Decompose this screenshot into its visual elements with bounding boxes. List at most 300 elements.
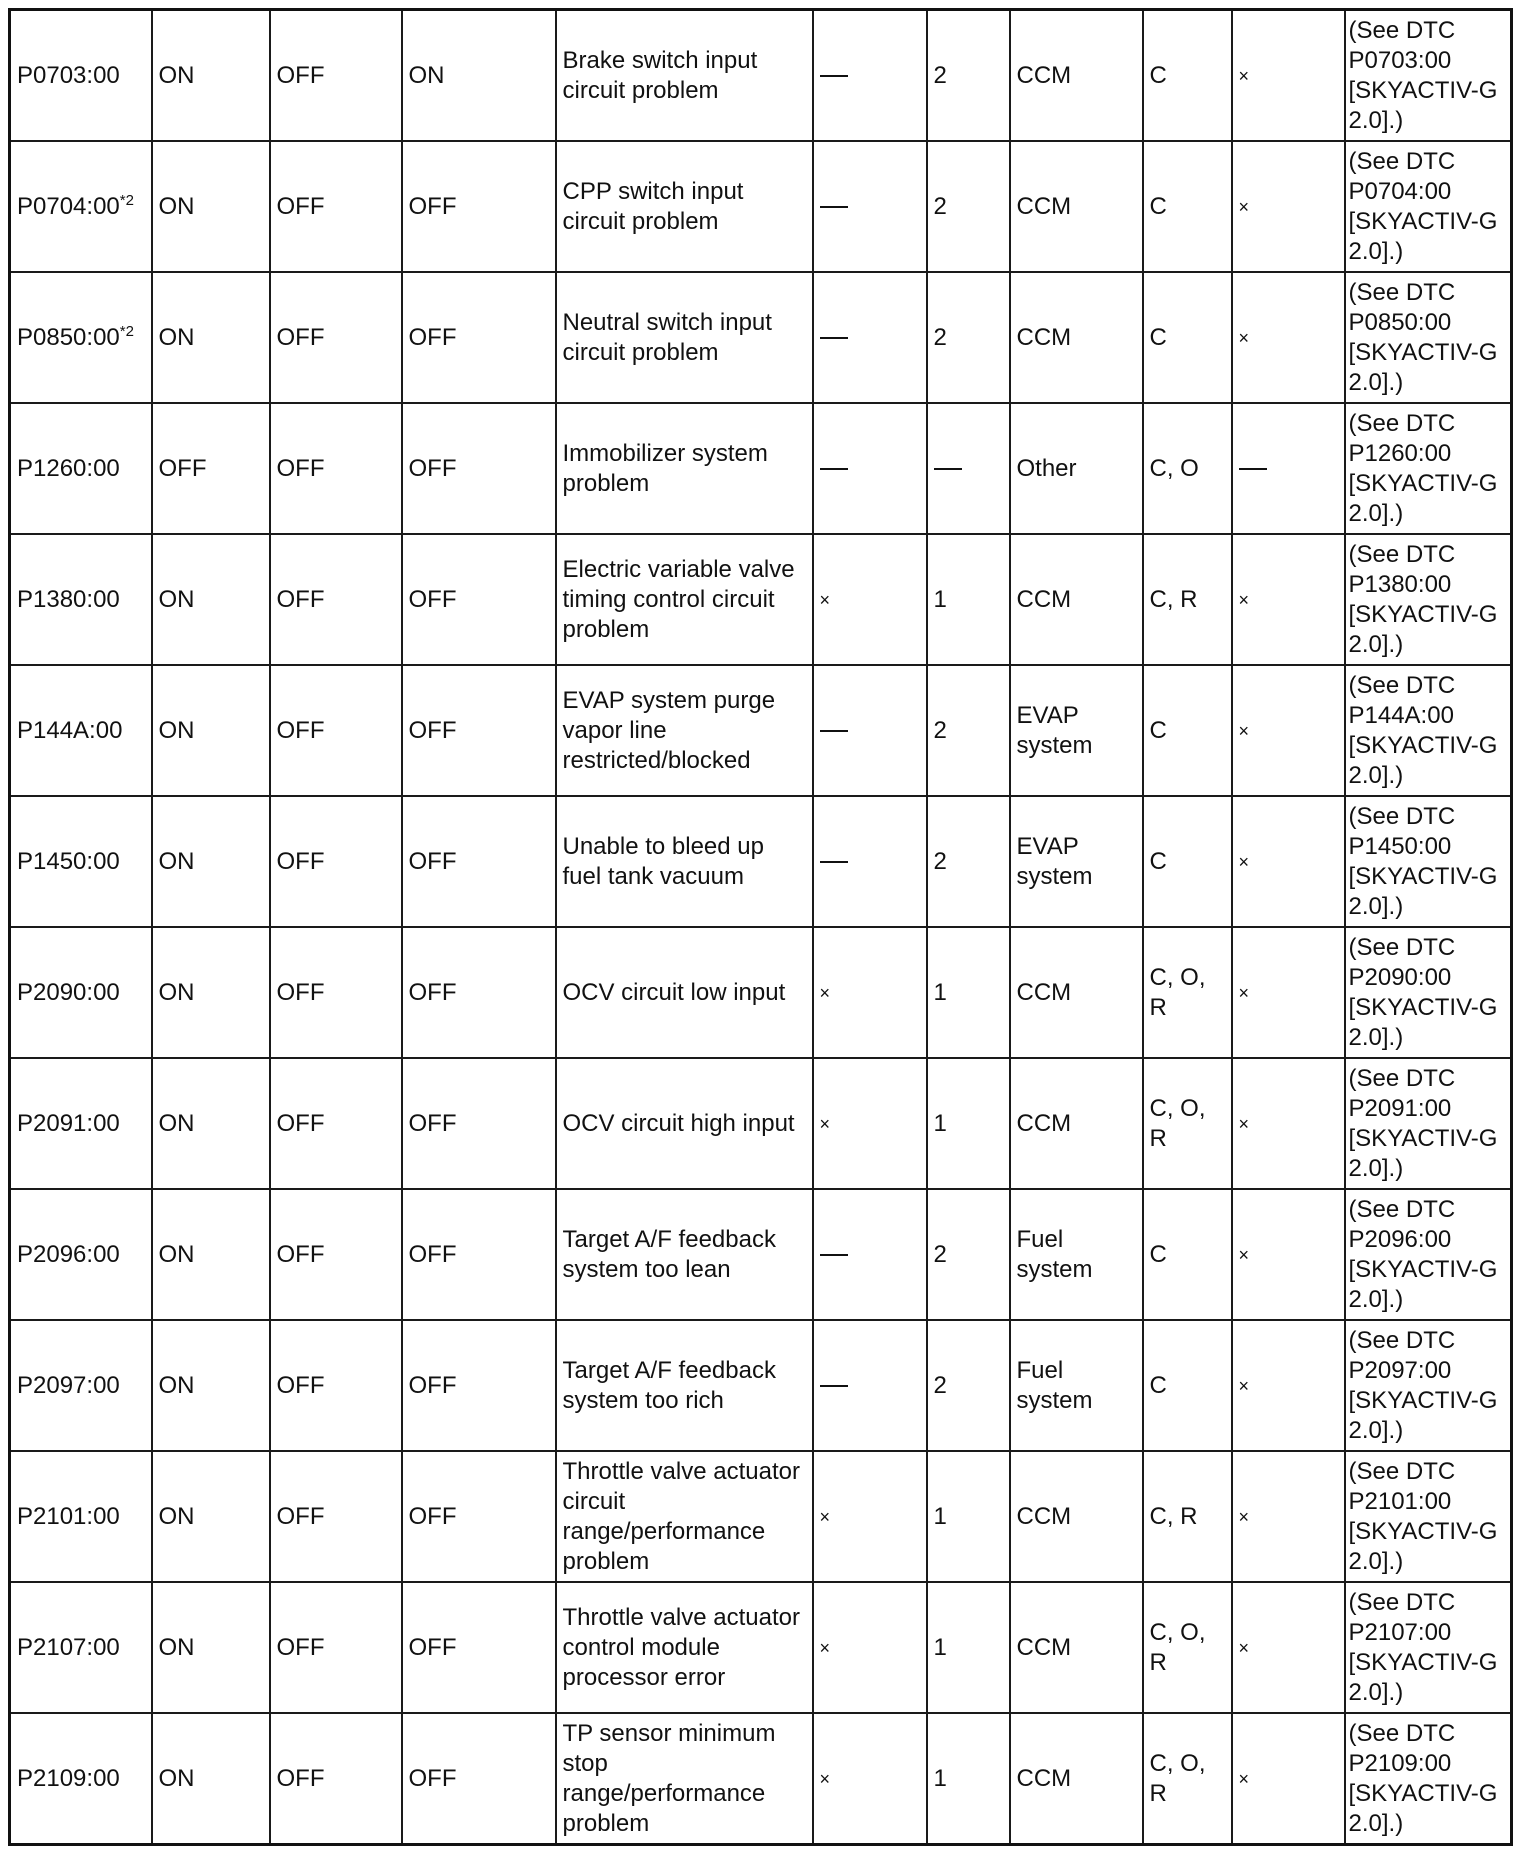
mil-cell [152, 403, 270, 534]
memory-function-text: OFF [408, 1502, 457, 1530]
monitor-item-text: CCM [1016, 1502, 1072, 1530]
footnote-marker: *2 [119, 322, 134, 340]
dtc-sensitive-cell [1232, 1320, 1345, 1451]
self-test-type-text: C [1149, 847, 1167, 875]
monitor-item-cell [1010, 665, 1143, 796]
cross-mark: × [1238, 65, 1250, 86]
cross-mark: × [1238, 1244, 1250, 1265]
dtc-sensitive-cell [1232, 927, 1345, 1058]
detection-condition-cell [556, 1189, 813, 1320]
detection-condition-cell [556, 1058, 813, 1189]
dtc-code-text: P0704:00 [17, 192, 120, 220]
memory-function-cell [402, 534, 556, 665]
detection-condition-text: Neutral switch input circuit problem [562, 308, 772, 366]
table-row [10, 927, 1512, 1058]
memory-function-text: ON [408, 61, 445, 89]
self-test-type-cell [1143, 1713, 1232, 1845]
dtc-code-text: P2090:00 [17, 978, 120, 1006]
monitor-item-text: CCM [1016, 978, 1072, 1006]
self-test-type-cell [1143, 796, 1232, 927]
cross-mark: × [819, 1506, 831, 1527]
reference-text: (See DTC P2091:00 [SKYACTIV-G 2.0].) [1348, 1064, 1498, 1182]
table-row [10, 10, 1512, 142]
reference-text: (See DTC P2107:00 [SKYACTIV-G 2.0].) [1348, 1588, 1498, 1706]
detection-condition-cell [556, 10, 813, 142]
monitor-item-text: EVAP system [1016, 701, 1093, 759]
mil-text: ON [158, 1371, 195, 1399]
monitor-item-cell [1010, 1582, 1143, 1713]
dtc-code-cell [10, 272, 152, 403]
dash-mark [820, 730, 848, 732]
self-test-type-text: C [1149, 1371, 1167, 1399]
monitor-item-cell [1010, 927, 1143, 1058]
generator-light-text: OFF [276, 1502, 325, 1530]
mil-text: ON [158, 1764, 195, 1792]
fail-safe-cell [813, 534, 927, 665]
cross-mark: × [1238, 327, 1250, 348]
generator-light-cell [270, 272, 402, 403]
drive-cycle-cell [927, 665, 1010, 796]
memory-function-cell [402, 1058, 556, 1189]
self-test-type-text: C [1149, 716, 1167, 744]
detection-condition-cell [556, 272, 813, 403]
mil-text: ON [158, 585, 195, 613]
self-test-type-text: C [1149, 323, 1167, 351]
cross-mark: × [1238, 851, 1250, 872]
table-row [10, 1320, 1512, 1451]
monitor-item-cell [1010, 1189, 1143, 1320]
dtc-code-text: P1380:00 [17, 585, 120, 613]
memory-function-text: OFF [408, 323, 457, 351]
reference-text: (See DTC P1450:00 [SKYACTIV-G 2.0].) [1348, 802, 1498, 920]
generator-light-cell [270, 1713, 402, 1845]
reference-cell [1345, 1320, 1512, 1451]
generator-light-text: OFF [276, 1240, 325, 1268]
monitor-item-text: Fuel system [1016, 1225, 1093, 1283]
cross-mark: × [819, 589, 831, 610]
mil-text: ON [158, 1633, 195, 1661]
mil-cell [152, 1582, 270, 1713]
reference-cell [1345, 272, 1512, 403]
generator-light-cell [270, 1058, 402, 1189]
detection-condition-cell [556, 1451, 813, 1582]
memory-function-text: OFF [408, 454, 457, 482]
reference-text: (See DTC P2101:00 [SKYACTIV-G 2.0].) [1348, 1457, 1498, 1575]
dash-mark [820, 861, 848, 863]
generator-light-cell [270, 141, 402, 272]
self-test-type-cell [1143, 272, 1232, 403]
generator-light-text: OFF [276, 1633, 325, 1661]
mil-text: ON [158, 323, 195, 351]
dtc-sensitive-cell [1232, 10, 1345, 142]
self-test-type-cell [1143, 927, 1232, 1058]
reference-text: (See DTC P1260:00 [SKYACTIV-G 2.0].) [1348, 409, 1498, 527]
generator-light-text: OFF [276, 454, 325, 482]
memory-function-text: OFF [408, 978, 457, 1006]
mil-cell [152, 1713, 270, 1845]
mil-cell [152, 141, 270, 272]
dtc-code-cell [10, 10, 152, 142]
fail-safe-cell [813, 665, 927, 796]
detection-condition-text: Unable to bleed up fuel tank vacuum [562, 832, 764, 890]
drive-cycle-cell [927, 796, 1010, 927]
memory-function-text: OFF [408, 192, 457, 220]
fail-safe-cell [813, 1582, 927, 1713]
dtc-code-cell [10, 1320, 152, 1451]
dash-mark [820, 468, 848, 470]
dtc-code-cell [10, 1582, 152, 1713]
generator-light-cell [270, 927, 402, 1058]
generator-light-text: OFF [276, 716, 325, 744]
drive-cycle-cell [927, 1189, 1010, 1320]
dtc-code-cell [10, 1451, 152, 1582]
drive-cycle-text: 2 [933, 61, 947, 89]
dtc-code-text: P2091:00 [17, 1109, 120, 1137]
fail-safe-cell [813, 141, 927, 272]
fail-safe-cell [813, 1713, 927, 1845]
generator-light-cell [270, 1189, 402, 1320]
generator-light-cell [270, 1320, 402, 1451]
dtc-table [8, 8, 1513, 1846]
cross-mark: × [1238, 982, 1250, 1003]
detection-condition-text: TP sensor minimum stop range/performance problem [562, 1719, 776, 1837]
self-test-type-text: C [1149, 61, 1167, 89]
cross-mark: × [1238, 1506, 1250, 1527]
cross-mark: × [819, 1637, 831, 1658]
dtc-code-cell [10, 534, 152, 665]
monitor-item-text: CCM [1016, 1633, 1072, 1661]
reference-text: (See DTC P0703:00 [SKYACTIV-G 2.0].) [1348, 16, 1498, 134]
reference-cell [1345, 10, 1512, 142]
monitor-item-text: Fuel system [1016, 1356, 1093, 1414]
footnote-marker: *2 [119, 191, 134, 209]
drive-cycle-text: 2 [933, 1240, 947, 1268]
memory-function-text: OFF [408, 847, 457, 875]
mil-text: ON [158, 61, 195, 89]
mil-text: ON [158, 192, 195, 220]
detection-condition-cell [556, 534, 813, 665]
drive-cycle-cell [927, 272, 1010, 403]
dtc-sensitive-cell [1232, 272, 1345, 403]
drive-cycle-cell [927, 1582, 1010, 1713]
monitor-item-text: CCM [1016, 1109, 1072, 1137]
generator-light-cell [270, 796, 402, 927]
cross-mark: × [819, 1768, 831, 1789]
mil-text: ON [158, 1109, 195, 1137]
reference-cell [1345, 1582, 1512, 1713]
dash-mark [934, 468, 962, 470]
dtc-sensitive-cell [1232, 403, 1345, 534]
dtc-code-text: P2107:00 [17, 1633, 120, 1661]
fail-safe-cell [813, 1189, 927, 1320]
reference-cell [1345, 403, 1512, 534]
detection-condition-text: Target A/F feedback system too lean [562, 1225, 776, 1283]
detection-condition-cell [556, 141, 813, 272]
memory-function-cell [402, 141, 556, 272]
detection-condition-cell [556, 403, 813, 534]
reference-text: (See DTC P2090:00 [SKYACTIV-G 2.0].) [1348, 933, 1498, 1051]
generator-light-text: OFF [276, 1371, 325, 1399]
mil-text: ON [158, 847, 195, 875]
self-test-type-cell [1143, 141, 1232, 272]
dash-mark [820, 1254, 848, 1256]
monitor-item-cell [1010, 403, 1143, 534]
reference-text: (See DTC P2096:00 [SKYACTIV-G 2.0].) [1348, 1195, 1498, 1313]
reference-cell [1345, 1451, 1512, 1582]
generator-light-cell [270, 1582, 402, 1713]
table-row [10, 272, 1512, 403]
table-row [10, 534, 1512, 665]
monitor-item-cell [1010, 1713, 1143, 1845]
cross-mark: × [819, 1113, 831, 1134]
self-test-type-cell [1143, 403, 1232, 534]
mil-cell [152, 10, 270, 142]
cross-mark: × [1238, 1375, 1250, 1396]
reference-text: (See DTC P2109:00 [SKYACTIV-G 2.0].) [1348, 1719, 1498, 1837]
reference-cell [1345, 534, 1512, 665]
memory-function-text: OFF [408, 1371, 457, 1399]
detection-condition-text: Throttle valve actuator control module processor error [562, 1603, 800, 1691]
dtc-code-text: P1450:00 [17, 847, 120, 875]
self-test-type-cell [1143, 1058, 1232, 1189]
dtc-code-cell [10, 927, 152, 1058]
self-test-type-text: C, O, R [1149, 1749, 1206, 1807]
dtc-sensitive-cell [1232, 141, 1345, 272]
drive-cycle-text: 2 [933, 716, 947, 744]
detection-condition-cell [556, 1713, 813, 1845]
memory-function-text: OFF [408, 1633, 457, 1661]
monitor-item-text: CCM [1016, 1764, 1072, 1792]
detection-condition-text: CPP switch input circuit problem [562, 177, 744, 235]
drive-cycle-text: 2 [933, 847, 947, 875]
cross-mark: × [1238, 1113, 1250, 1134]
detection-condition-text: Throttle valve actuator circuit range/performance problem [562, 1457, 800, 1575]
mil-cell [152, 1320, 270, 1451]
memory-function-text: OFF [408, 585, 457, 613]
generator-light-text: OFF [276, 192, 325, 220]
dtc-code-text: P0850:00 [17, 323, 120, 351]
memory-function-cell [402, 1451, 556, 1582]
cross-mark: × [1238, 589, 1250, 610]
detection-condition-text: EVAP system purge vapor line restricted/blocked [562, 686, 776, 774]
generator-light-text: OFF [276, 1764, 325, 1792]
mil-text: ON [158, 978, 195, 1006]
cross-mark: × [1238, 1637, 1250, 1658]
drive-cycle-cell [927, 534, 1010, 665]
memory-function-cell [402, 10, 556, 142]
monitor-item-cell [1010, 272, 1143, 403]
dtc-code-text: P1260:00 [17, 454, 120, 482]
dtc-code-cell [10, 665, 152, 796]
drive-cycle-text: 1 [933, 1633, 947, 1661]
fail-safe-cell [813, 1320, 927, 1451]
table-row [10, 1451, 1512, 1582]
generator-light-text: OFF [276, 61, 325, 89]
fail-safe-cell [813, 927, 927, 1058]
cross-mark: × [1238, 1768, 1250, 1789]
self-test-type-text: C, O, R [1149, 1094, 1206, 1152]
dtc-sensitive-cell [1232, 665, 1345, 796]
reference-cell [1345, 1713, 1512, 1845]
drive-cycle-text: 1 [933, 1502, 947, 1530]
reference-cell [1345, 1058, 1512, 1189]
self-test-type-text: C, O [1149, 454, 1199, 482]
monitor-item-cell [1010, 141, 1143, 272]
drive-cycle-cell [927, 1713, 1010, 1845]
memory-function-text: OFF [408, 1109, 457, 1137]
generator-light-text: OFF [276, 585, 325, 613]
self-test-type-text: C [1149, 1240, 1167, 1268]
mil-text: ON [158, 1502, 195, 1530]
memory-function-text: OFF [408, 1764, 457, 1792]
mil-cell [152, 796, 270, 927]
generator-light-text: OFF [276, 978, 325, 1006]
dash-mark [820, 75, 848, 77]
fail-safe-cell [813, 272, 927, 403]
fail-safe-cell [813, 1058, 927, 1189]
monitor-item-cell [1010, 534, 1143, 665]
drive-cycle-cell [927, 403, 1010, 534]
mil-cell [152, 1058, 270, 1189]
generator-light-cell [270, 534, 402, 665]
drive-cycle-text: 2 [933, 323, 947, 351]
memory-function-cell [402, 1189, 556, 1320]
detection-condition-text: Target A/F feedback system too rich [562, 1356, 776, 1414]
drive-cycle-text: 1 [933, 1764, 947, 1792]
cross-mark: × [819, 982, 831, 1003]
table-row [10, 141, 1512, 272]
reference-text: (See DTC P0850:00 [SKYACTIV-G 2.0].) [1348, 278, 1498, 396]
monitor-item-cell [1010, 1320, 1143, 1451]
self-test-type-cell [1143, 10, 1232, 142]
dtc-code-text: P2096:00 [17, 1240, 120, 1268]
reference-cell [1345, 1189, 1512, 1320]
dtc-code-cell [10, 1058, 152, 1189]
dtc-table-body [10, 10, 1512, 1845]
drive-cycle-cell [927, 927, 1010, 1058]
reference-cell [1345, 141, 1512, 272]
reference-text: (See DTC P2097:00 [SKYACTIV-G 2.0].) [1348, 1326, 1498, 1444]
self-test-type-cell [1143, 1582, 1232, 1713]
table-row [10, 403, 1512, 534]
table-row [10, 1189, 1512, 1320]
drive-cycle-text: 2 [933, 1371, 947, 1399]
memory-function-text: OFF [408, 1240, 457, 1268]
dash-mark [820, 206, 848, 208]
monitor-item-text: CCM [1016, 192, 1072, 220]
reference-cell [1345, 665, 1512, 796]
dash-mark [820, 1385, 848, 1387]
self-test-type-text: C, R [1149, 1502, 1198, 1530]
mil-cell [152, 1451, 270, 1582]
drive-cycle-cell [927, 141, 1010, 272]
dtc-sensitive-cell [1232, 796, 1345, 927]
dtc-sensitive-cell [1232, 534, 1345, 665]
self-test-type-cell [1143, 534, 1232, 665]
mil-cell [152, 1189, 270, 1320]
memory-function-cell [402, 403, 556, 534]
reference-text: (See DTC P1380:00 [SKYACTIV-G 2.0].) [1348, 540, 1498, 658]
fail-safe-cell [813, 10, 927, 142]
generator-light-text: OFF [276, 847, 325, 875]
monitor-item-cell [1010, 1058, 1143, 1189]
memory-function-text: OFF [408, 716, 457, 744]
mil-text: OFF [158, 454, 207, 482]
generator-light-text: OFF [276, 323, 325, 351]
detection-condition-cell [556, 665, 813, 796]
dtc-sensitive-cell [1232, 1058, 1345, 1189]
self-test-type-cell [1143, 1320, 1232, 1451]
monitor-item-text: Other [1016, 454, 1077, 482]
mil-text: ON [158, 1240, 195, 1268]
dtc-code-cell [10, 403, 152, 534]
dtc-code-text: P144A:00 [17, 716, 123, 744]
monitor-item-text: CCM [1016, 61, 1072, 89]
drive-cycle-text: 1 [933, 978, 947, 1006]
fail-safe-cell [813, 796, 927, 927]
memory-function-cell [402, 1713, 556, 1845]
memory-function-cell [402, 796, 556, 927]
mil-cell [152, 927, 270, 1058]
detection-condition-text: Brake switch input circuit problem [562, 46, 758, 104]
mil-cell [152, 534, 270, 665]
dtc-sensitive-cell [1232, 1189, 1345, 1320]
memory-function-cell [402, 1582, 556, 1713]
detection-condition-text: OCV circuit high input [562, 1109, 795, 1137]
drive-cycle-text: 1 [933, 585, 947, 613]
dtc-sensitive-cell [1232, 1713, 1345, 1845]
drive-cycle-cell [927, 1320, 1010, 1451]
generator-light-cell [270, 403, 402, 534]
self-test-type-cell [1143, 1451, 1232, 1582]
monitor-item-text: CCM [1016, 585, 1072, 613]
table-row [10, 1713, 1512, 1845]
mil-text: ON [158, 716, 195, 744]
monitor-item-text: CCM [1016, 323, 1072, 351]
self-test-type-text: C, R [1149, 585, 1198, 613]
dtc-code-cell [10, 796, 152, 927]
monitor-item-cell [1010, 1451, 1143, 1582]
memory-function-cell [402, 1320, 556, 1451]
reference-cell [1345, 927, 1512, 1058]
table-row [10, 1582, 1512, 1713]
dtc-code-cell [10, 1713, 152, 1845]
cross-mark: × [1238, 196, 1250, 217]
self-test-type-text: C, O, R [1149, 963, 1206, 1021]
fail-safe-cell [813, 403, 927, 534]
drive-cycle-cell [927, 1451, 1010, 1582]
dash-mark [1239, 468, 1267, 470]
detection-condition-cell [556, 1320, 813, 1451]
dtc-code-text: P2109:00 [17, 1764, 120, 1792]
drive-cycle-cell [927, 10, 1010, 142]
mil-cell [152, 272, 270, 403]
reference-text: (See DTC P144A:00 [SKYACTIV-G 2.0].) [1348, 671, 1498, 789]
detection-condition-cell [556, 1582, 813, 1713]
dash-mark [820, 337, 848, 339]
cross-mark: × [1238, 720, 1250, 741]
memory-function-cell [402, 272, 556, 403]
table-row [10, 665, 1512, 796]
generator-light-cell [270, 10, 402, 142]
dtc-sensitive-cell [1232, 1451, 1345, 1582]
reference-text: (See DTC P0704:00 [SKYACTIV-G 2.0].) [1348, 147, 1498, 265]
generator-light-cell [270, 665, 402, 796]
dtc-code-text: P2101:00 [17, 1502, 120, 1530]
detection-condition-text: OCV circuit low input [562, 978, 786, 1006]
monitor-item-cell [1010, 10, 1143, 142]
table-row [10, 796, 1512, 927]
